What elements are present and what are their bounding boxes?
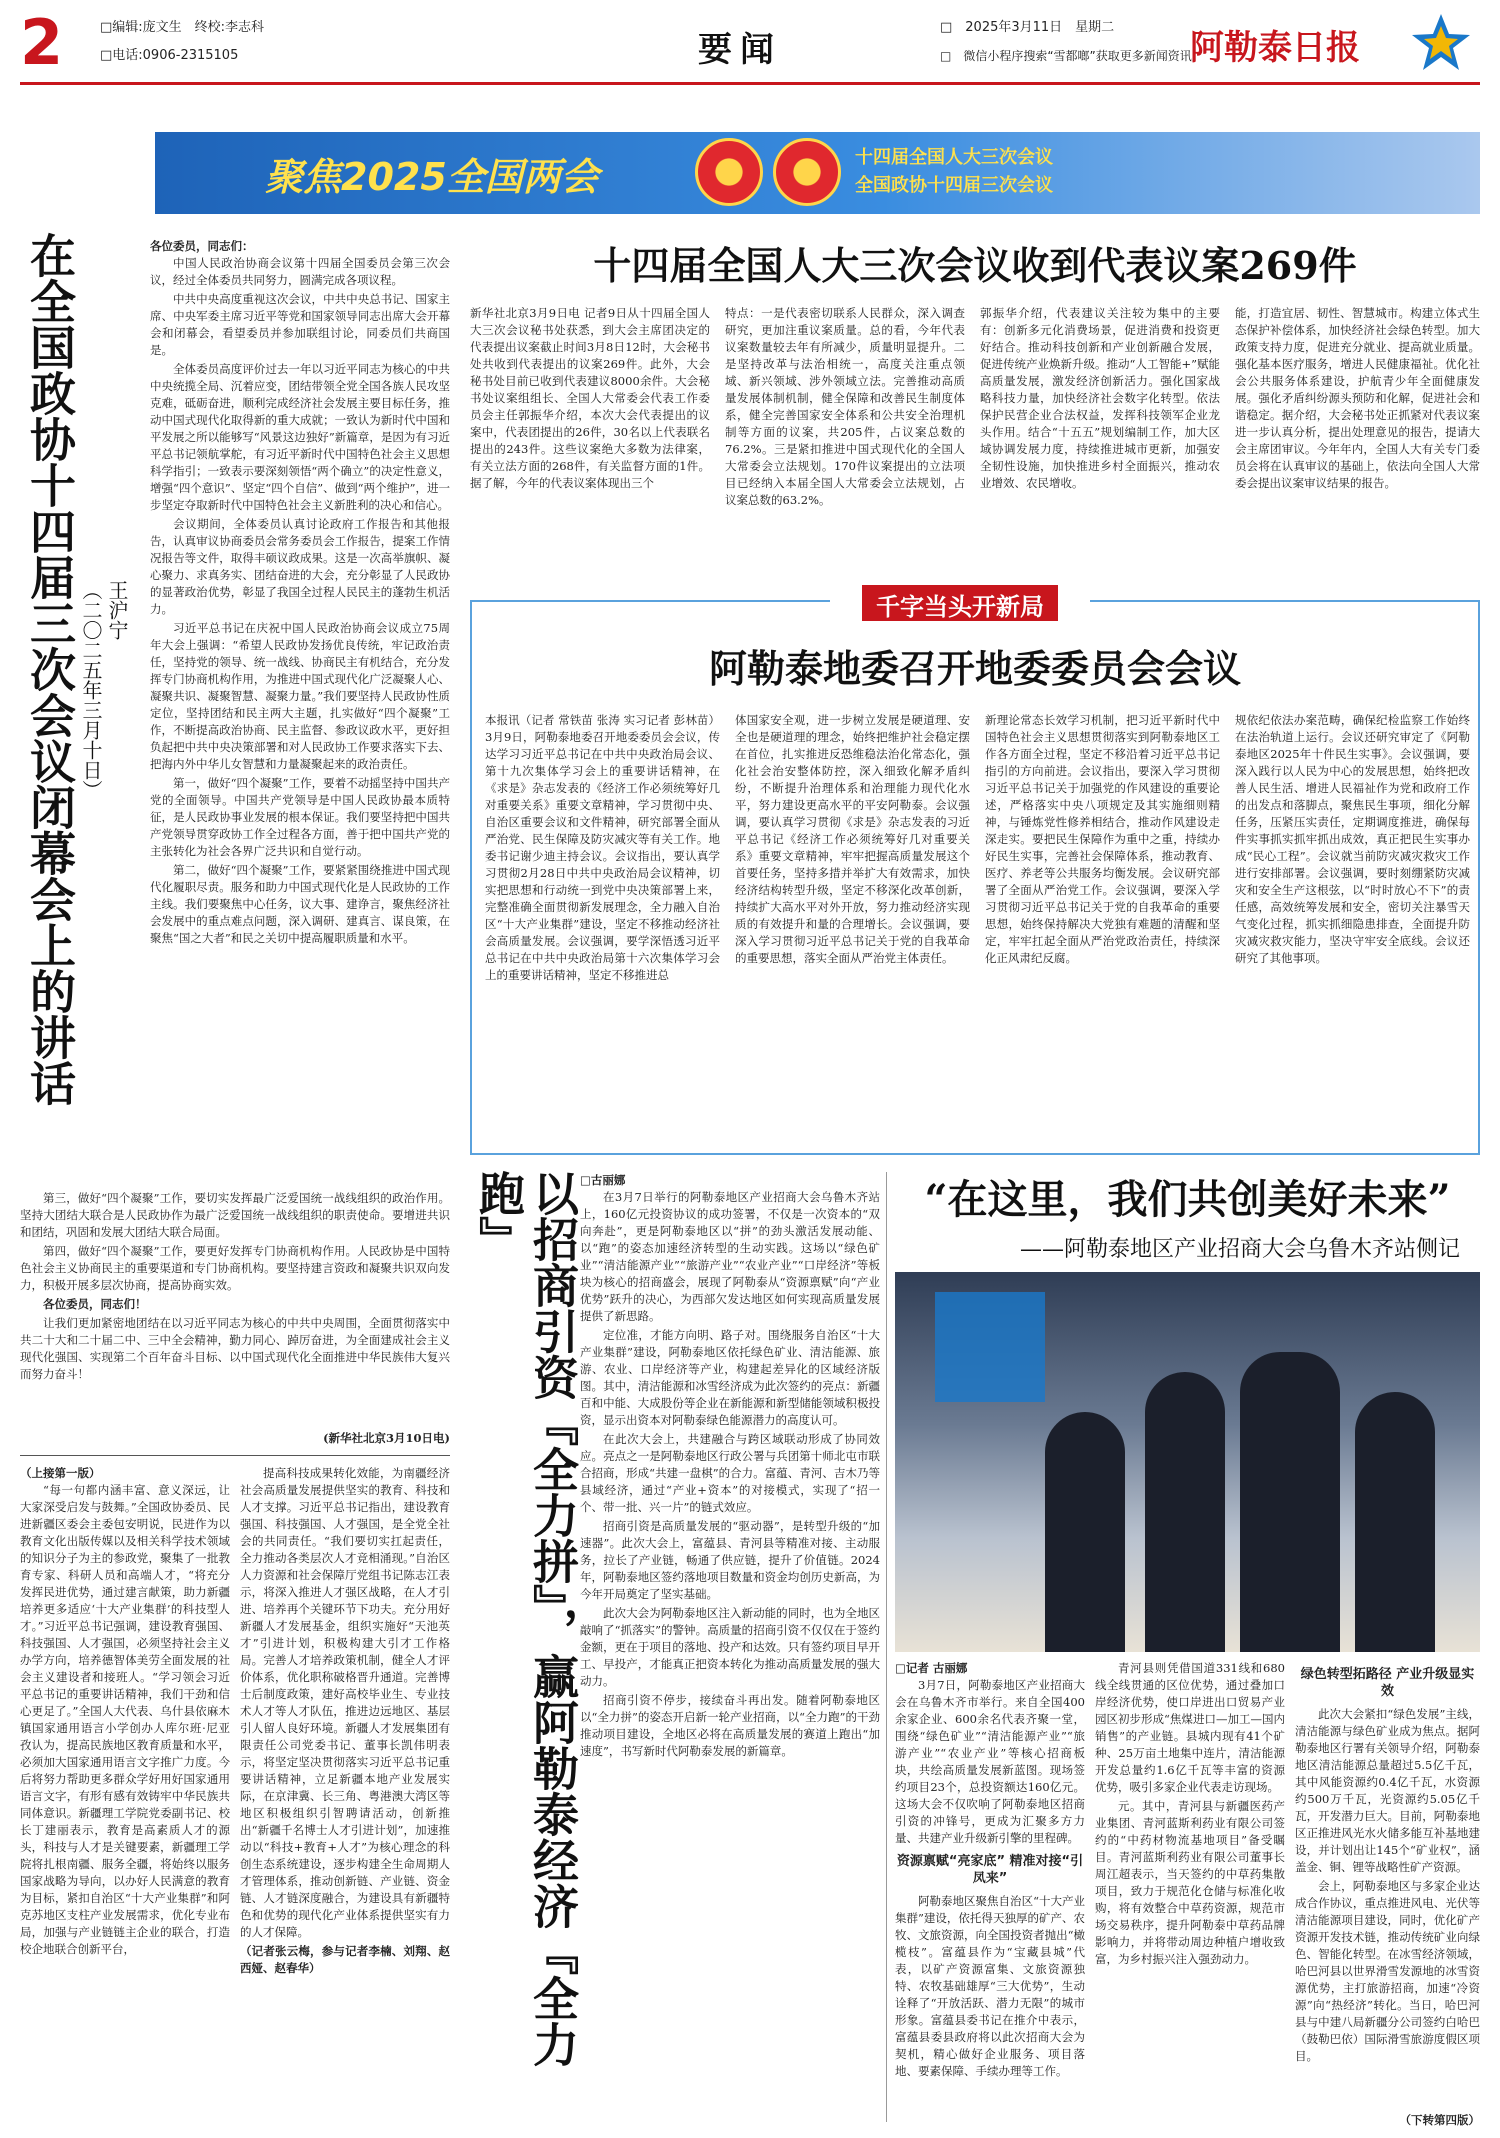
continued-text: “每一句都内涵丰富、意义深远，让大家深受启发与鼓舞。”全国政协委员、民进新疆区委会主委包安明说，民进作为以教育文化出版传媒以及相关科学技术领域的知识分子为主的参政党，聚集了一批教育专家、科研人员和高端人才，“将充分发挥民进优势，通过建言献策，助力新疆培养更多适应‘十大产业集群’的科技型人才。”习近平总书记强调，建设教育强国、科技强国、人才强国，必须坚持社会主义办学方向，培养德智体美劳全面发展的社会主义建设者和接班人。“学习领会习近平总书记的重要讲话精神，我们干劲和信心更足了。”全国人大代表、乌什县依麻木镇国家通用语言小学创办人库尔班·尼亚孜认为，提高民族地区教育质量和水平，必须加大国家通用语言文字推广力度。今后将努力帮助更多群众学好用好国家通用语言文字，有形有感有效铸牢中华民族共同体意识。新疆理工学院党委副书记、校长丁建丽表示，教育是高素质人才的源头，科技与人才是关键要素，新疆理工学院将扎根南疆、服务全疆，将始终以服务国家战略为导向，以办好人民满意的教育为目标，紧扣自治区“十大产业集群”和阿克苏地区支柱产业发展需求，优化专业布局，加强与产业链链主企业的联合，打造校企地联合创新平台， (20, 1483, 230, 1956)
speech-title: 在全国政协十四届三次会议闭幕会上的讲话 (23, 232, 77, 1106)
investment-vertical-title: 以招商引资『全力拼』，赢阿勒泰经济『全力跑』 (472, 1170, 580, 2067)
investment-paragraph: 招商引资是高质量发展的“驱动器”，是转型升级的“加速器”。此次大会上，富蕴县、青河县等精准对接、主动服务，拉长了产业链，畅通了供应链，提升了价值链。2024年，阿勒泰地区签约落地项目数量和资金均创历史新高，为今年开局奠定了坚实基础。 (580, 1519, 880, 1601)
npc-column-2: 特点：一是代表密切联系人民群众，深入调查研究，更加注重议案质量。总的看，今年代表议案数量较去年有所减少，质量明显提升。二是坚持改革与法治相统一，高度关注重点领域、新兴领域、涉外领域立法。完善推动高质量发展体制机制，健全保障和改善民生制度体系，健全完善国家安全体系和公共安全治理机制等方面的议案，共205件，占议案总数的76.2%。三是紧扣推进中国式现代化的全国人大常委会立法规划。170件议案提出的立法项目已经纳入本届全国人大常委会立法规划，占议案总数的63.2%。 (725, 306, 965, 507)
speech-source: (新华社北京3月10日电) (323, 1431, 450, 1445)
committee-tag-wrap (830, 585, 1090, 621)
npc-column-1: 新华社北京3月9日电 记者9日从十四届全国人大三次会议秘书处获悉，到大会主席团决定的代表提出议案截止时间3月8日12时，大会秘书处共收到代表提出的议案269件。此外，大会秘书处目前已收到代表建议8000余件。大会秘书处议案组组长、全国人大常委会代表工作委员会主任郭振华介绍，本次大会代表提出的议案中，代表团提出的26件，30名以上代表联名提出的243件。这些议案绝大多数为法律案，有关立法方面的268件，有关监督方面的1件。据了解，今年的代表议案体现出三个 (470, 306, 710, 490)
speech-body-lower (20, 1190, 450, 1425)
phone-line: □电话:0906-2315105 (100, 48, 239, 63)
person-figure (1240, 1352, 1340, 1652)
newspaper-logo: 阿勒泰日报 (1190, 28, 1360, 68)
feature-column-1 (895, 1660, 1085, 2130)
investment-body (580, 1172, 880, 2122)
section-title: 要闻 (698, 30, 782, 70)
banner-line-2: 全国政协十四届三次会议 (855, 175, 1053, 196)
two-sessions-banner (155, 132, 1480, 214)
feature-column-3 (1295, 1660, 1480, 2130)
speech-paragraph: 各位委员，同志们！ (43, 1297, 147, 1311)
banner-title: 聚焦2025全国两会 (265, 155, 599, 199)
column-divider (886, 1172, 887, 2122)
npc-column-3: 郭振华介绍，代表建议关注较为集中的主要有：创新多元化消费场景，促进消费和投资更好结合。推动科技创新和产业创新融合发展，促进传统产业焕新升级。推动“人工智能+”赋能高质量发展，激发经济创新活力。强化国家战略科技力量，加快经济社会数字化转型。依法保护民营企业合法权益，发挥科技领军企业龙头作用。结合“十五五”规划编制工作，加大区域协调发展力度，持续推进城市更新，加强安全韧性设施，加快推进乡村全面振兴，推动农业增效、农民增收。 (980, 306, 1220, 490)
feature-subhead: 资源禀赋“亮家底” 精准对接“引凤来” (896, 1854, 1084, 1886)
feature-column-2 (1095, 1660, 1285, 2130)
banner-line-1: 十四届全国人大三次会议 (855, 147, 1053, 168)
investment-byline: □古丽娜 (580, 1173, 626, 1187)
feature-subheadline: ——阿勒泰地区产业招商大会乌鲁木齐站侧记 (1019, 1237, 1460, 1262)
cppcc-emblem-icon (773, 138, 841, 206)
speech-date: （二〇二五年三月十日） (79, 580, 103, 800)
speech-paragraph: 习近平总书记在庆祝中国人民政治协商会议成立75周年大会上强调：“希望人民政协发扬优良传统，牢记政治责任，坚持党的领导、统一战线、协商民主有机结合，充分发挥专门协商机构作用，为推进中国式现代化广泛凝聚人心、凝聚共识、凝聚智慧、凝聚力量。”我们要坚持人民政协性质定位，坚持团结和民主两大主题，扎实做好“四个凝聚”工作，不断提高政治协商、民主监督、参政议政水平，更好担负起把中共中央决策部署和对人民政协工作要求落实下去、把海内外中华儿女智慧和力量凝聚起来的政治责任。 (150, 621, 450, 771)
header-rule (20, 82, 1480, 85)
speech-author: 王沪宁 (105, 580, 129, 640)
speech-paragraph: 会议期间，全体委员认真讨论政府工作报告和其他报告，认真审议协商委员会常务委员会工作报告，提案工作情况报告等文件，取得丰硕议政成果。这是一次高举旗帜、凝心聚力、求真务实、团结奋进的大会，充分彰显了人民政协的显著政治优势，彰显了我国全过程人民民主的蓬勃生机活力。 (150, 517, 450, 616)
banner-subtitle (855, 144, 1053, 200)
speech-paragraph: 让我们更加紧密地团结在以习近平同志为核心的中共中央周围，全面贯彻落实中共二十大和二十届二中、三中全会精神，勤力同心、踔厉奋进，为全面建成社会主义现代化强国、实现第二个百年奋斗目标、以中国式现代化全面推进中华民族伟大复兴而努力奋斗！ (20, 1316, 450, 1381)
feature-paragraph: 元。其中，青河县与新疆医药产业集团、青河蓝斯利药业有限公司签约的“中药材物流基地项目”备受瞩目。青河蓝斯利药业有限公司董事长周江超表示，当天签约的中草药集散项目，致力于规范化仓储与标准化收购，将有效整合中草药资源，规范市场交易秩序，提升阿勒泰中草药品牌影响力，并将带动周边种植户增收致富，为乡村振兴注入强劲动力。 (1095, 1799, 1285, 1966)
feature-byline: □记者 古丽娜 (895, 1661, 968, 1675)
wechat-line: □ 微信小程序搜索“雪都啷”获取更多新闻资讯 (940, 49, 1192, 63)
investment-paragraph: 定位准，才能方向明、路子对。围绕服务自治区“十大产业集群”建设，阿勒泰地区依托绿色矿业、清洁能源、旅游、农业、口岸经济等产业，构建起差异化的区域经济版图。其中，清洁能源和冰雪经济成为此次签约的亮点：新疆百和中能、大成股份等企业在新能源和新型储能领域积极投资，显示出资本对阿勒泰绿色能源潜力的高度认可。 (580, 1328, 880, 1427)
conference-photo (895, 1272, 1480, 1652)
date-line: □ 2025年3月11日 星期二 (940, 20, 1115, 35)
booth-sign-icon (935, 1292, 1045, 1402)
speech-greeting: 各位委员，同志们： (150, 239, 254, 253)
editor-line: □编辑:庞文生 终校:李志科 (100, 20, 265, 35)
investment-paragraph: 此次大会为阿勒泰地区注入新动能的同时，也为全地区敲响了“抓落实”的警钟。高质量的招商引资不仅仅在于签约金额，更在于项目的落地、投产和达效。只有签约项目早开工、早投产，才能真正把资本转化为推动高质量发展的强大动力。 (580, 1606, 880, 1688)
investment-paragraph: 在3月7日举行的阿勒泰地区产业招商大会乌鲁木齐站上，160亿元投资协议的成功签署，不仅是一次资本的“双向奔赴”，更是阿勒泰地区以“拼”的劲头激活发展动能、以“跑”的姿态加速经济转型的生动实践。这场以“绿色矿业”“清洁能源产业”“旅游产业”“农业产业”“口岸经济”等板块为核心的招商盛会，展现了阿勒泰从“资源禀赋”向“产业优势”跃升的决心，为西部欠发达地区如何实现高质量发展提供了新思路。 (580, 1190, 880, 1323)
divider-line (20, 1455, 450, 1456)
feature-subhead: 绿色转型拓路径 产业升级显实效 (1300, 1667, 1475, 1699)
committee-tag: 千字当头开新局 (862, 585, 1058, 621)
continued-article-col-1 (20, 1465, 230, 2125)
committee-column-4: 规依纪依法办案范畴，确保纪检监察工作始终在法治轨道上运行。会议还研究审定了《阿勒泰地区2025年十件民生实事》。会议强调，要深入践行以人民为中心的发展思想，始终把改善人民生活、增进人民福祉作为党和政府工作的出发点和落脚点，聚焦民生事项，细化分解任务，压紧压实责任，定期调度推进，确保每件实事抓实抓牢抓出成效，真正把民生实事办成“民心工程”。会议就当前防灾减灾救灾工作进行安排部署。会议强调，要时刻绷紧防灾减灾和安全生产这根弦，以“时时放心不下”的责任感，高效统筹发展和安全，密切关注暴雪天气变化过程，抓实抓细隐患排查，全面提升防灾减灾救灾能力，坚决守牢安全底线。会议还研究了其他事项。 (1235, 713, 1470, 965)
committee-column-3: 新理论常态长效学习机制，把习近平新时代中国特色社会主义思想贯彻落实到阿勒泰地区工作各方面全过程，坚定不移沿着习近平总书记指引的方向前进。会议指出，要深入学习贯彻习近平总书记关于加强党的作风建设的重要论述，严格落实中央八项规定及其实施细则精神，与锤炼党性修养相结合，推动作风建设走深走实。要把民生保障作为重中之重，持续办好民生实事，完善社会保障体系，推动教育、医疗、养老等公共服务均衡发展。会议研究部署了全面从严治党工作。会议强调，要深入学习贯彻习近平总书记关于党的自我革命的重要思想，始终保持解决大党独有难题的清醒和坚定，牢牢扛起全面从严治党政治责任，持续深化正风肃纪反腐。 (985, 713, 1220, 965)
logo-star-icon (1410, 12, 1472, 74)
continued-text: 提高科技成果转化效能，为南疆经济社会高质量发展提供坚实的教育、科技和人才支撑。习近平总书记指出，建设教育强国、科技强国、人才强国，是全党全社会的共同责任。“我们要切实扛起责任，全力推动各类层次人才竞相涌现。”自治区人力资源和社会保障厅党组书记陈志江表示，将深入推进人才强区战略，在人才引进、培养再个关键环节下功夫。充分用好新疆人才发展基金，组织实施好“天池英才”引进计划，积极构建大引才工作格局。完善人才培养政策机制，健全人才评价体系，优化职称破格晋升通道。完善博士后制度政策，建好高校毕业生、专业技术人才等人才队伍，推进边远地区、基层引人留人良好环境。新疆人才发展集团有限责任公司党委书记、董事长凯伟明表示，将坚定坚决贯彻落实习近平总书记重要讲话精神，立足新疆本地产业发展实际，在京津冀、长三角、粤港澳大湾区等地区积极组织引智聘请活动，创新推出“新疆千名博士人才引进计划”，加速推动以“科技+教育+人才”为核心理念的科创生态系统建设，逐步构建全生命周期人才管理体系，推动创新链、产业链、资金链、人才链深度融合，为建设具有新疆特色和优势的现代化产业体系提供坚实有力的人才保障。 (240, 1466, 450, 1939)
feature-paragraph: 会上，阿勒泰地区与多家企业达成合作协议，重点推进风电、光伏等清洁能源项目建设，同时，优化矿产资源开发技术链，推动传统矿业向绿色、智能化转型。在冰雪经济领域，哈巴河县以世界滑雪发源地的冰雪资源优势，主打旅游招商，加速“冷资源”向“热经济”转化。当日，哈巴河县与中建八局新疆分公司签约白哈巴（鼓勒巴依）国际滑雪旅游度假区项目。 (1295, 1879, 1480, 2063)
feature-paragraph: 此次大会紧扣“绿色发展”主线，清洁能源与绿色矿业成为焦点。据阿勒泰地区行署有关领导介绍，阿勒泰地区清洁能源总量超过5.5亿千瓦，其中风能资源约0.4亿千瓦，水资源约500万千瓦，光资源约5.05亿千瓦，开发潜力巨大。目前，阿勒泰地区正推进风光水火储多能互补基地建设，并计划出让145个“矿业权”，涵盖金、铜、锂等战略性矿产资源。 (1295, 1707, 1480, 1874)
continued-label: （上接第一版） (20, 1466, 101, 1480)
committee-column-1: 本报讯（记者 常铁苗 张涛 实习记者 彭林苗）3月9日，阿勒泰地委召开地委委员会会议，传达学习习近平总书记在中共中央政治局会议、第十九次集体学习会上的重要讲话精神，在《求是》杂志发表的《经济工作必须统筹好几对重要关系》重要文章精神，学习贯彻中央、自治区重要会议和文件精神，研究部署全面从严治党、民生保障及防灾减灾等有关工作。地委书记谢少迪主持会议。会议指出，要认真学习贯彻2月28日中共中央政治局会议精神，切实把思想和行动统一到党中央决策部署上来，完整准确全面贯彻新发展理念，全力融入自治区“十大产业集群”建设，坚定不移推动经济社会高质量发展。会议强调，要学深悟透习近平总书记在中共中央政治局第十六次集体学习会上的重要讲话精神，坚定不移推进总 (485, 713, 720, 982)
speech-paragraph: 第四，做好“四个凝聚”工作，要更好发挥专门协商机构作用。人民政协是中国特色社会主义协商民主的重要渠道和专门协商机构。要坚持建言资政和凝聚共识双向发力，积极开展多层次协商，提高协商实效。 (20, 1244, 450, 1292)
speech-body-upper (150, 238, 450, 1346)
feature-continued: （下转第四版） (1399, 2113, 1480, 2127)
npc-column-4: 能，打造宜居、韧性、智慧城市。构建立体式生态保护补偿体系，加快经济社会绿色转型。加大政策支持力度，促进充分就业、提高就业质量。强化基本医疗服务，增进人民健康福祉。优化社会公共服务体系建设，护航青少年全面健康发展。强化矛盾纠纷源头预防和化解，促进社会和谐稳定。据介绍，大会秘书处正抓紧对代表议案进一步认真分析，提出处理意见的报告，提请大会主席团审议。今年年内，全国人大有关专门委员会将在认真审议的基础上，依法向全国人大常委会提出议案审议结果的报告。 (1235, 306, 1480, 490)
feature-paragraph: 青河县则凭借国道331线和680线全线贯通的区位优势，通过叠加口岸经济优势，使口岸进出口贸易产业园区初步形成“焦煤进口—加工—国内销售”的产业链。县城内现有41个矿种、25万亩土地集中连片，清洁能源开发总量约1.6亿千瓦等丰富的资源优势，吸引多家企业代表走访现场。 (1095, 1661, 1285, 1794)
page-number: 2 (20, 10, 64, 76)
speech-paragraph: 全体委员高度评价过去一年以习近平同志为核心的中共中央统揽全局、沉着应变，团结带领全党全国各族人民攻坚克难，砥砺奋进，顺利完成经济社会发展主要目标任务，推动中国式现代化取得新的重大成就；一致认为新时代中国和平发展之所以能够写“风景这边独好”新篇章，是因为有习近平总书记领航掌舵，有习近平新时代中国特色社会主义思想科学指引；一致表示要深刻领悟“两个确立”的决定性意义，增强“四个意识”、坚定“四个自信”、做到“两个维护”，进一步坚定夺取新时代中国特色社会主义新胜利的决心和信心。 (150, 362, 450, 512)
investment-paragraph: 招商引资不停步，接续奋斗再出发。随着阿勒泰地区以“全力拼”的姿态开启新一轮产业招商，以“全力跑”的干劲推动项目建设，全地区必将在高质量发展的赛道上跑出“加速度”，书写新时代阿勒泰发展的新篇章。 (580, 1693, 880, 1758)
feature-headline: “在这里，我们共创美好未来” (924, 1176, 1451, 1223)
investment-paragraph: 在此次大会上，共建融合与跨区域联动形成了协同效应。亮点之一是阿勒泰地区行政公署与兵团第十师北屯市联合招商，形成“共建一盘棋”的合力。富蕴、青河、吉木乃等县域经济，通过“产业+资本”的对接模式，实现了“招一个、带一批、兴一片”的链式效应。 (580, 1432, 880, 1514)
committee-column-2: 体国家安全观，进一步树立发展是硬道理、安全也是硬道理的理念，始终把维护社会稳定摆在首位，扎实推进反恐维稳法治化常态化，强化社会治安整体防控，深入细致化解矛盾纠纷，不断提升治理体系和治理能力现代化水平，努力建设更高水平的平安阿勒泰。会议强调，要认真学习贯彻《求是》杂志发表的习近平总书记《经济工作必须统筹好几对重要关系》重要文章精神，牢牢把握高质量发展这个首要任务，坚持多措并举扩大有效需求，加快经济结构转型升级，坚定不移深化改革创新，持续扩大高水平对外开放，努力推动经济实现质的有效提升和量的合理增长。会议强调，要深入学习贯彻习近平总书记关于党的自我革命的重要思想，落实全面从严治党主体责任。 (735, 713, 970, 965)
person-figure (1355, 1392, 1435, 1652)
feature-paragraph: 阿勒泰地区聚焦自治区“十大产业集群”建设，依托得天独厚的矿产、农牧、文旅资源，向全国投资者抛出“橄榄枝”。富蕴县作为“宝藏县城”代表，以矿产资源富集、文旅资源独特、农牧基础雄厚“三大优势”，生动诠释了“开放活跃、潜力无限”的城市形象。富蕴县委书记在推介中表示，富蕴县委县政府将以此次招商大会为契机，精心做好企业服务、项目落地、要素保障、手续办理等工作。 (895, 1894, 1085, 2078)
npc-headline: 十四届全国人大三次会议收到代表议案269件 (593, 243, 1357, 288)
committee-headline: 阿勒泰地委召开地委委员会会议 (708, 646, 1241, 691)
speech-paragraph: 中国人民政治协商会议第十四届全国委员会第三次会议，经过全体委员共同努力，圆满完成各项议程。 (150, 256, 450, 287)
speech-paragraph: 第二，做好“四个凝聚”工作，要紧紧围绕推进中国式现代化履职尽责。服务和助力中国式现代化是人民政协的工作主线。我们要聚焦中心任务，议大事、建诤言，聚焦经济社会发展中的重点难点问题，深入调研、建真言、谋良策，在聚焦“国之大者”和民之关切中提高履职质量和水平。 (150, 863, 450, 945)
continued-credit: （记者张云梅，参与记者李楠、刘翔、赵西娅、赵春华） (240, 1944, 450, 1975)
npc-emblem-icon (695, 138, 763, 206)
feature-paragraph: 3月7日，阿勒泰地区产业招商大会在乌鲁木齐市举行。来自全国400余家企业、600余名代表齐聚一堂，围绕“绿色矿业”“清洁能源产业”“旅游产业”“农业产业”等核心招商板块，共绘高质量发展新蓝图。现场签约项目23个，总投资额达160亿元。这场大会不仅吹响了阿勒泰地区招商引资的冲锋号，更成为汇聚多方力量、共建产业升级新引擎的里程碑。 (895, 1678, 1085, 1845)
person-figure (1145, 1372, 1225, 1652)
person-figure (1045, 1412, 1125, 1652)
speech-paragraph: 第三，做好“四个凝聚”工作，要切实发挥最广泛爱国统一战线组织的政治作用。坚持大团结大联合是人民政协作为最广泛爱国统一战线组织的职责使命。要增进共识和团结，巩固和发展大团结大联合局面。 (20, 1191, 450, 1239)
continued-article-col-2 (240, 1465, 450, 2125)
speech-paragraph: 第一，做好“四个凝聚”工作，要着不动摇坚持中国共产党的全面领导。中国共产党领导是中国人民政协最本质特征，是人民政协事业发展的根本保证。我们要坚持把中国共产党领导贯穿政协工作全过程各方面，善于把中国共产党的主张转化为社会各界广泛共识和自觉行动。 (150, 776, 450, 858)
speech-paragraph: 中共中央高度重视这次会议，中共中央总书记、国家主席、中央军委主席习近平等党和国家领导同志出席大会开幕会和闭幕会，看望委员并参加联组讨论，同委员们共商国是。 (150, 292, 450, 357)
